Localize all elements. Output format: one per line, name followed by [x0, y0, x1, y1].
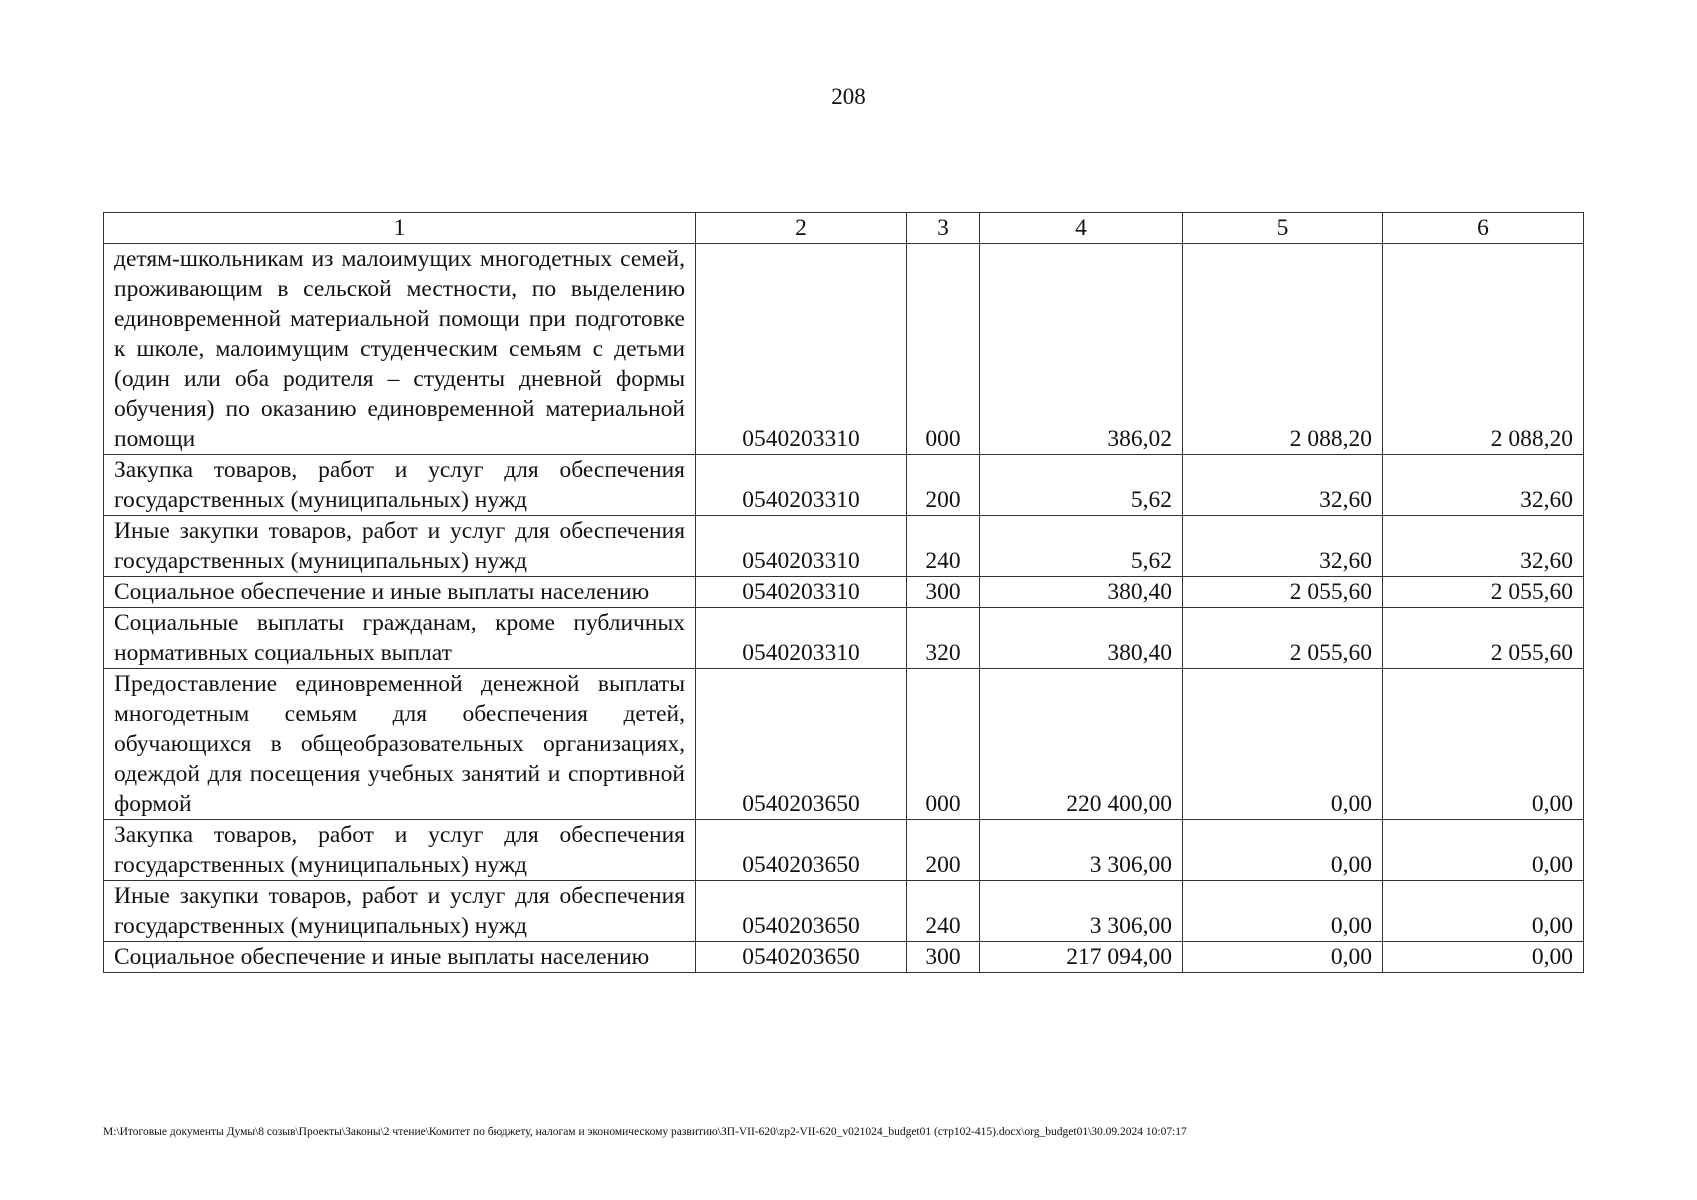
- row-col5: 2 055,60: [1183, 577, 1383, 608]
- row-code: 0540203650: [696, 669, 907, 820]
- row-col5: 0,00: [1183, 669, 1383, 820]
- row-col4: 386,02: [980, 244, 1183, 455]
- row-col6: 32,60: [1383, 455, 1584, 516]
- row-col4: 380,40: [980, 577, 1183, 608]
- row-col4: 3 306,00: [980, 881, 1183, 942]
- row-description: Социальное обеспечение и иные выплаты населению: [104, 577, 696, 608]
- table-row: [104, 577, 1584, 608]
- table-row: [104, 820, 1584, 881]
- row-col5: 32,60: [1183, 516, 1383, 577]
- row-code: 0540203310: [696, 244, 907, 455]
- row-code: 0540203650: [696, 942, 907, 973]
- row-code: 0540203650: [696, 820, 907, 881]
- row-description: Социальное обеспечение и иные выплаты населению: [104, 942, 696, 973]
- header-col-3: 3: [907, 213, 980, 244]
- row-description: Иные закупки товаров, работ и услуг для обеспечения государственных (муниципальных) нужд: [104, 516, 696, 577]
- row-col6: 0,00: [1383, 881, 1584, 942]
- row-vr: 200: [907, 820, 980, 881]
- row-vr: 320: [907, 608, 980, 669]
- row-col4: 5,62: [980, 455, 1183, 516]
- table-row: [104, 516, 1584, 577]
- row-vr: 300: [907, 942, 980, 973]
- row-col4: 3 306,00: [980, 820, 1183, 881]
- row-col5: 0,00: [1183, 881, 1383, 942]
- header-col-2: 2: [696, 213, 907, 244]
- row-col4: 380,40: [980, 608, 1183, 669]
- header-col-5: 5: [1183, 213, 1383, 244]
- budget-table: [103, 212, 1584, 973]
- header-col-6: 6: [1383, 213, 1584, 244]
- row-col6: 0,00: [1383, 820, 1584, 881]
- row-col5: 2 055,60: [1183, 608, 1383, 669]
- header-col-1: 1: [104, 213, 696, 244]
- row-code: 0540203310: [696, 516, 907, 577]
- row-vr: 000: [907, 244, 980, 455]
- row-vr: 000: [907, 669, 980, 820]
- row-description: Социальные выплаты гражданам, кроме публичных нормативных социальных выплат: [104, 608, 696, 669]
- row-col5: 0,00: [1183, 942, 1383, 973]
- table-row: [104, 608, 1584, 669]
- row-code: 0540203310: [696, 577, 907, 608]
- row-col6: 2 088,20: [1383, 244, 1584, 455]
- row-code: 0540203650: [696, 881, 907, 942]
- row-description: детям-школьникам из малоимущих многодетных семей, проживающим в сельской местности, по выделению единовременной материальной помощи при подготовке к школе, малоимущим студенческим семьям с детьми (один или оба родителя – студенты дневной формы обучения) по оказанию единовременной материальной помощи: [104, 244, 696, 455]
- row-col6: 2 055,60: [1383, 577, 1584, 608]
- page-number: 208: [831, 84, 866, 109]
- row-vr: 300: [907, 577, 980, 608]
- document-path-footer: M:\Итоговые документы Думы\8 созыв\Проекты\Законы\2 чтение\Комитет по бюджету, налогам и экономическому развитию\ЗП-VII-620\zp2-VII-620_v021024_budget01 (стр102-415).docx\org_budget01\30.09.2024 10:07:17: [103, 1126, 1187, 1138]
- row-col4: 217 094,00: [980, 942, 1183, 973]
- row-vr: 240: [907, 881, 980, 942]
- row-code: 0540203310: [696, 608, 907, 669]
- table-row: [104, 455, 1584, 516]
- row-col6: 0,00: [1383, 669, 1584, 820]
- header-row: [104, 213, 1584, 244]
- row-description: Закупка товаров, работ и услуг для обеспечения государственных (муниципальных) нужд: [104, 455, 696, 516]
- row-col4: 5,62: [980, 516, 1183, 577]
- row-col6: 0,00: [1383, 942, 1584, 973]
- row-col5: 32,60: [1183, 455, 1383, 516]
- row-col4: 220 400,00: [980, 669, 1183, 820]
- table-row: [104, 881, 1584, 942]
- row-description: Иные закупки товаров, работ и услуг для обеспечения государственных (муниципальных) нужд: [104, 881, 696, 942]
- row-code: 0540203310: [696, 455, 907, 516]
- row-col5: 0,00: [1183, 820, 1383, 881]
- table-row: [104, 942, 1584, 973]
- row-vr: 200: [907, 455, 980, 516]
- row-description: Предоставление единовременной денежной выплаты многодетным семьям для обеспечения детей, обучающихся в общеобразовательных организациях, одеждой для посещения учебных занятий и спортивной формой: [104, 669, 696, 820]
- table-row: [104, 244, 1584, 455]
- row-col6: 2 055,60: [1383, 608, 1584, 669]
- table-row: [104, 669, 1584, 820]
- row-description: Закупка товаров, работ и услуг для обеспечения государственных (муниципальных) нужд: [104, 820, 696, 881]
- row-col6: 32,60: [1383, 516, 1584, 577]
- header-col-4: 4: [980, 213, 1183, 244]
- row-vr: 240: [907, 516, 980, 577]
- row-col5: 2 088,20: [1183, 244, 1383, 455]
